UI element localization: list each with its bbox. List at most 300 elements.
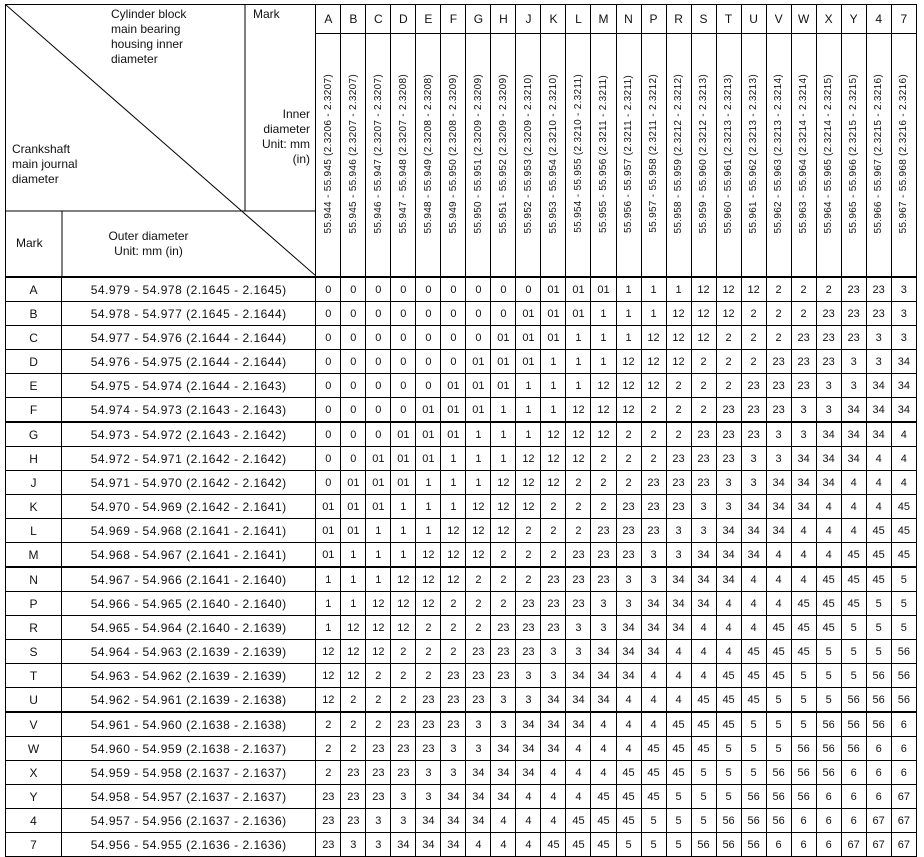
- grade-cell: 34: [391, 833, 416, 857]
- grade-cell: 12: [666, 326, 691, 350]
- grade-cell: 3: [616, 592, 641, 616]
- grade-cell: 0: [366, 398, 391, 423]
- table-row: [6, 567, 917, 592]
- column-range: [691, 34, 716, 277]
- grade-cell: 2: [591, 471, 616, 495]
- grade-cell: 6: [791, 809, 816, 833]
- grade-cell: 4: [566, 785, 591, 809]
- grade-cell: 67: [866, 809, 891, 833]
- grade-cell: 1: [416, 519, 441, 543]
- grade-cell: 45: [891, 495, 916, 519]
- grade-cell: 5: [766, 688, 791, 713]
- row-mark: S: [6, 640, 62, 664]
- grade-cell: 12: [366, 592, 391, 616]
- grade-cell: 34: [566, 688, 591, 713]
- grade-cell: 45: [841, 543, 866, 568]
- grade-cell: 45: [566, 809, 591, 833]
- grade-cell: 56: [866, 688, 891, 713]
- grade-cell: 01: [441, 398, 466, 423]
- grade-cell: 12: [666, 350, 691, 374]
- grade-cell: 1: [591, 350, 616, 374]
- row-outer-diameter: 54.961 - 54.960 (2.1638 - 2.1638): [62, 712, 316, 737]
- grade-cell: 12: [641, 374, 666, 398]
- grade-cell: 0: [316, 447, 341, 471]
- grade-cell: 23: [391, 712, 416, 737]
- grade-cell: 0: [341, 422, 366, 447]
- grade-cell: 23: [416, 712, 441, 737]
- grade-cell: 6: [841, 809, 866, 833]
- grade-cell: 56: [791, 761, 816, 785]
- grade-cell: 56: [716, 833, 741, 857]
- column-range-text: 55.949 - 55.950 (2.3208 - 2.3209): [447, 73, 459, 234]
- grade-cell: 1: [541, 398, 566, 423]
- grade-cell: 2: [491, 592, 516, 616]
- grade-cell: 56: [741, 833, 766, 857]
- grade-cell: 2: [566, 519, 591, 543]
- grade-cell: 12: [391, 592, 416, 616]
- grade-cell: 4: [891, 447, 916, 471]
- grade-cell: 45: [741, 688, 766, 713]
- table-row: [6, 422, 917, 447]
- grade-cell: 4: [791, 543, 816, 568]
- column-range: [316, 34, 341, 277]
- grade-cell: 0: [416, 277, 441, 302]
- grade-cell: 23: [616, 543, 641, 568]
- grade-cell: 23: [666, 471, 691, 495]
- grade-cell: 01: [366, 471, 391, 495]
- grade-cell: 3: [691, 495, 716, 519]
- grade-cell: 01: [316, 495, 341, 519]
- row-outer-diameter: 54.979 - 54.978 (2.1645 - 2.1645): [62, 277, 316, 302]
- grade-cell: 34: [766, 471, 791, 495]
- grade-cell: 2: [516, 567, 541, 592]
- grade-cell: 3: [516, 664, 541, 688]
- grade-cell: 34: [491, 785, 516, 809]
- grade-cell: 3: [791, 398, 816, 423]
- column-range-text: 55.962 - 55.963 (2.3213 - 2.3214): [773, 73, 785, 234]
- grade-cell: 23: [566, 592, 591, 616]
- grade-cell: 56: [816, 712, 841, 737]
- column-range-text: 55.961 - 55.962 (2.3213 - 2.3213): [748, 73, 760, 234]
- column-range: [866, 34, 891, 277]
- grade-cell: 45: [616, 761, 641, 785]
- row-outer-diameter: 54.977 - 54.976 (2.1644 - 2.1644): [62, 326, 316, 350]
- grade-cell: 01: [416, 398, 441, 423]
- grade-cell: 2: [616, 422, 641, 447]
- grade-cell: 5: [866, 592, 891, 616]
- grade-cell: 0: [441, 302, 466, 326]
- grade-cell: 34: [416, 809, 441, 833]
- grade-cell: 45: [741, 640, 766, 664]
- grade-cell: 1: [491, 398, 516, 423]
- grade-cell: 23: [366, 737, 391, 761]
- grade-cell: 3: [766, 422, 791, 447]
- table-row: [6, 688, 917, 713]
- table-row: [6, 664, 917, 688]
- grade-cell: 1: [591, 326, 616, 350]
- grade-cell: 1: [366, 519, 391, 543]
- grade-cell: 01: [391, 447, 416, 471]
- grade-cell: 34: [716, 567, 741, 592]
- row-mark: G: [6, 422, 62, 447]
- table-row: [6, 277, 917, 302]
- grade-cell: 34: [741, 519, 766, 543]
- row-outer-diameter: 54.978 - 54.977 (2.1645 - 2.1644): [62, 302, 316, 326]
- column-range: [441, 34, 466, 277]
- grade-cell: 2: [691, 350, 716, 374]
- column-range-text: 55.954 - 55.955 (2.3210 - 2.3211): [572, 74, 584, 233]
- grade-cell: 2: [716, 374, 741, 398]
- grade-cell: 23: [816, 302, 841, 326]
- row-mark: U: [6, 688, 62, 713]
- grade-cell: 1: [316, 616, 341, 640]
- grade-cell: 2: [666, 422, 691, 447]
- grade-cell: 1: [391, 519, 416, 543]
- column-range: [791, 34, 816, 277]
- table-row: [6, 398, 917, 423]
- grade-cell: 45: [591, 809, 616, 833]
- grade-cell: 0: [491, 277, 516, 302]
- grade-cell: 3: [466, 712, 491, 737]
- grade-cell: 0: [416, 302, 441, 326]
- grade-cell: 23: [466, 640, 491, 664]
- grade-cell: 23: [341, 785, 366, 809]
- column-range: [341, 34, 366, 277]
- grade-cell: 12: [641, 350, 666, 374]
- grade-cell: 4: [666, 688, 691, 713]
- grade-cell: 45: [891, 543, 916, 568]
- grade-cell: 3: [491, 688, 516, 713]
- grade-cell: 23: [641, 471, 666, 495]
- grade-cell: 23: [641, 519, 666, 543]
- grade-cell: 3: [666, 519, 691, 543]
- grade-cell: 1: [641, 277, 666, 302]
- column-mark: N: [616, 5, 641, 34]
- grade-cell: 4: [591, 761, 616, 785]
- grade-cell: 2: [391, 664, 416, 688]
- grade-cell: 2: [491, 543, 516, 568]
- grade-cell: 12: [441, 543, 466, 568]
- grade-cell: 0: [341, 447, 366, 471]
- grade-cell: 3: [366, 833, 391, 857]
- grade-cell: 23: [341, 761, 366, 785]
- grade-cell: 34: [741, 543, 766, 568]
- grade-cell: 23: [416, 688, 441, 713]
- grade-cell: 12: [716, 302, 741, 326]
- grade-cell: 12: [491, 519, 516, 543]
- grade-cell: 2: [341, 688, 366, 713]
- grade-cell: 3: [891, 326, 916, 350]
- grade-cell: 3: [741, 447, 766, 471]
- grade-cell: 12: [566, 447, 591, 471]
- grade-cell: 34: [741, 495, 766, 519]
- row-mark: M: [6, 543, 62, 568]
- grade-cell: 12: [591, 374, 616, 398]
- grade-cell: 67: [841, 833, 866, 857]
- column-range-text: 55.947 - 55.948 (2.3207 - 2.3208): [397, 73, 409, 234]
- grade-cell: 4: [716, 640, 741, 664]
- grade-cell: 2: [591, 447, 616, 471]
- grade-cell: 23: [341, 809, 366, 833]
- grade-cell: 3: [416, 785, 441, 809]
- grade-cell: 0: [341, 374, 366, 398]
- column-mark: B: [341, 5, 366, 34]
- grade-cell: 3: [841, 350, 866, 374]
- grade-cell: 4: [766, 543, 791, 568]
- grade-cell: 2: [766, 326, 791, 350]
- grade-cell: 23: [716, 447, 741, 471]
- grade-cell: 56: [841, 688, 866, 713]
- grade-cell: 23: [791, 350, 816, 374]
- grade-cell: 45: [616, 785, 641, 809]
- grade-cell: 34: [866, 398, 891, 423]
- grade-cell: 1: [616, 277, 641, 302]
- grade-cell: 01: [541, 277, 566, 302]
- grade-cell: 12: [491, 471, 516, 495]
- table-row: [6, 543, 917, 568]
- grade-cell: 56: [766, 761, 791, 785]
- column-range-text: 55.965 - 55.966 (2.3215 - 2.3215): [848, 73, 860, 234]
- grade-cell: 56: [816, 737, 841, 761]
- row-outer-diameter: 54.959 - 54.958 (2.1637 - 2.1637): [62, 761, 316, 785]
- grade-cell: 5: [866, 616, 891, 640]
- grade-cell: 23: [516, 592, 541, 616]
- row-mark: B: [6, 302, 62, 326]
- grade-cell: 3: [591, 616, 616, 640]
- row-outer-diameter: 54.975 - 54.974 (2.1644 - 2.1643): [62, 374, 316, 398]
- grade-cell: 4: [716, 616, 741, 640]
- grade-cell: 34: [816, 447, 841, 471]
- grade-cell: 1: [466, 471, 491, 495]
- grade-cell: 01: [341, 495, 366, 519]
- grade-cell: 2: [441, 640, 466, 664]
- grade-cell: 3: [716, 471, 741, 495]
- grade-cell: 2: [741, 302, 766, 326]
- grade-cell: 12: [541, 422, 566, 447]
- grade-cell: 12: [491, 495, 516, 519]
- grade-cell: 01: [541, 326, 566, 350]
- grade-cell: 12: [616, 350, 641, 374]
- grade-cell: 2: [466, 567, 491, 592]
- column-mark: X: [816, 5, 841, 34]
- grade-cell: 1: [341, 543, 366, 568]
- column-range-text: 55.952 - 55.953 (2.3209 - 2.3210): [522, 73, 534, 234]
- grade-cell: 01: [341, 519, 366, 543]
- grade-cell: 4: [741, 616, 766, 640]
- column-mark: 4: [866, 5, 891, 34]
- grade-cell: 5: [816, 664, 841, 688]
- grade-cell: 2: [791, 302, 816, 326]
- table-row: [6, 809, 917, 833]
- grade-cell: 1: [491, 447, 516, 471]
- grade-cell: 2: [316, 737, 341, 761]
- grade-cell: 3: [541, 664, 566, 688]
- grade-cell: 0: [466, 326, 491, 350]
- grade-cell: 23: [616, 519, 641, 543]
- grade-cell: 01: [391, 422, 416, 447]
- grade-cell: 5: [666, 809, 691, 833]
- grade-cell: 23: [566, 543, 591, 568]
- grade-cell: 2: [641, 398, 666, 423]
- grade-cell: 12: [366, 616, 391, 640]
- grade-cell: 12: [391, 616, 416, 640]
- row-mark: T: [6, 664, 62, 688]
- grade-cell: 6: [866, 785, 891, 809]
- grade-cell: 0: [366, 326, 391, 350]
- grade-cell: 5: [666, 785, 691, 809]
- grade-cell: 5: [891, 616, 916, 640]
- grade-cell: 0: [341, 302, 366, 326]
- column-mark: G: [466, 5, 491, 34]
- grade-cell: 23: [466, 664, 491, 688]
- grade-cell: 45: [816, 567, 841, 592]
- grade-cell: 12: [441, 519, 466, 543]
- grade-cell: 2: [391, 688, 416, 713]
- grade-cell: 45: [641, 761, 666, 785]
- grade-cell: 2: [541, 495, 566, 519]
- grade-cell: 3: [641, 543, 666, 568]
- grade-cell: 23: [841, 277, 866, 302]
- grade-cell: 4: [691, 616, 716, 640]
- grade-cell: 23: [816, 326, 841, 350]
- grade-cell: 34: [466, 809, 491, 833]
- table-row: [6, 833, 917, 857]
- grade-cell: 2: [666, 398, 691, 423]
- grade-cell: 1: [416, 471, 441, 495]
- grade-cell: 56: [891, 664, 916, 688]
- column-mark: F: [441, 5, 466, 34]
- grade-cell: 34: [766, 495, 791, 519]
- grade-cell: 5: [716, 761, 741, 785]
- grade-cell: 34: [616, 664, 641, 688]
- grade-cell: 2: [666, 374, 691, 398]
- grade-cell: 0: [466, 302, 491, 326]
- grade-cell: 1: [566, 326, 591, 350]
- grade-cell: 2: [541, 543, 566, 568]
- grade-cell: 01: [416, 422, 441, 447]
- grade-cell: 4: [691, 664, 716, 688]
- row-outer-diameter: 54.963 - 54.962 (2.1639 - 2.1639): [62, 664, 316, 688]
- grade-cell: 4: [516, 833, 541, 857]
- grade-cell: 23: [441, 712, 466, 737]
- grade-cell: 3: [741, 471, 766, 495]
- grade-cell: 3: [391, 785, 416, 809]
- grade-cell: 12: [591, 422, 616, 447]
- grade-cell: 2: [791, 277, 816, 302]
- grade-cell: 0: [391, 277, 416, 302]
- grade-cell: 2: [716, 350, 741, 374]
- grade-cell: 0: [416, 350, 441, 374]
- grade-cell: 01: [466, 374, 491, 398]
- grade-cell: 34: [616, 640, 641, 664]
- grade-cell: 2: [316, 761, 341, 785]
- grade-cell: 12: [616, 398, 641, 423]
- column-range: [641, 34, 666, 277]
- grade-cell: 56: [841, 737, 866, 761]
- grade-cell: 01: [491, 326, 516, 350]
- grade-cell: 0: [366, 277, 391, 302]
- cylinder-block-label: Cylinder block main bearing housing inner diameter: [111, 7, 187, 66]
- grade-cell: 23: [666, 495, 691, 519]
- grade-cell: 0: [316, 277, 341, 302]
- grade-cell: 12: [691, 277, 716, 302]
- grade-cell: 56: [891, 688, 916, 713]
- grade-cell: 3: [866, 326, 891, 350]
- grade-cell: 45: [541, 833, 566, 857]
- grade-cell: 23: [591, 543, 616, 568]
- grade-cell: 23: [866, 277, 891, 302]
- grade-cell: 34: [591, 664, 616, 688]
- grade-cell: 56: [816, 761, 841, 785]
- grade-cell: 4: [741, 592, 766, 616]
- grade-cell: 3: [891, 277, 916, 302]
- grade-cell: 45: [791, 616, 816, 640]
- grade-cell: 1: [441, 471, 466, 495]
- grade-cell: 2: [491, 567, 516, 592]
- grade-cell: 67: [891, 785, 916, 809]
- grade-cell: 34: [466, 785, 491, 809]
- column-range: [841, 34, 866, 277]
- grade-cell: 34: [466, 761, 491, 785]
- grade-cell: 23: [766, 350, 791, 374]
- grade-cell: 0: [316, 422, 341, 447]
- grade-cell: 1: [566, 374, 591, 398]
- grade-cell: 34: [716, 519, 741, 543]
- grade-cell: 23: [716, 398, 741, 423]
- row-mark: C: [6, 326, 62, 350]
- grade-cell: 4: [841, 519, 866, 543]
- grade-cell: 23: [691, 471, 716, 495]
- grade-cell: 2: [366, 664, 391, 688]
- grade-cell: 12: [316, 640, 341, 664]
- grade-cell: 0: [416, 374, 441, 398]
- grade-cell: 45: [866, 567, 891, 592]
- column-range-text: 55.958 - 55.959 (2.3212 - 2.3212): [673, 73, 685, 234]
- grade-cell: 45: [791, 640, 816, 664]
- grade-cell: 12: [591, 398, 616, 423]
- grade-cell: 1: [316, 567, 341, 592]
- grade-cell: 34: [816, 471, 841, 495]
- grade-cell: 6: [816, 809, 841, 833]
- column-range: [766, 34, 791, 277]
- grade-cell: 5: [716, 737, 741, 761]
- grade-cell: 34: [891, 374, 916, 398]
- grade-cell: 2: [641, 422, 666, 447]
- grade-cell: 0: [391, 302, 416, 326]
- grade-cell: 45: [591, 833, 616, 857]
- grade-cell: 3: [841, 374, 866, 398]
- grade-cell: 5: [741, 737, 766, 761]
- grade-cell: 45: [666, 737, 691, 761]
- grade-cell: 3: [441, 737, 466, 761]
- grade-cell: 01: [366, 495, 391, 519]
- column-range: [716, 34, 741, 277]
- grade-cell: 5: [741, 712, 766, 737]
- grade-cell: 34: [841, 447, 866, 471]
- row-mark: P: [6, 592, 62, 616]
- grade-cell: 12: [416, 567, 441, 592]
- table-row: [6, 350, 917, 374]
- grade-cell: 12: [666, 302, 691, 326]
- grade-cell: 5: [791, 712, 816, 737]
- grade-cell: 5: [791, 664, 816, 688]
- row-outer-diameter: 54.972 - 54.971 (2.1642 - 2.1642): [62, 447, 316, 471]
- column-range-text: 55.960 - 55.961 (2.3213 - 2.3213): [723, 73, 735, 234]
- grade-cell: 12: [466, 495, 491, 519]
- row-outer-diameter: 54.971 - 54.970 (2.1642 - 2.1642): [62, 471, 316, 495]
- grade-cell: 23: [441, 688, 466, 713]
- grade-cell: 4: [641, 664, 666, 688]
